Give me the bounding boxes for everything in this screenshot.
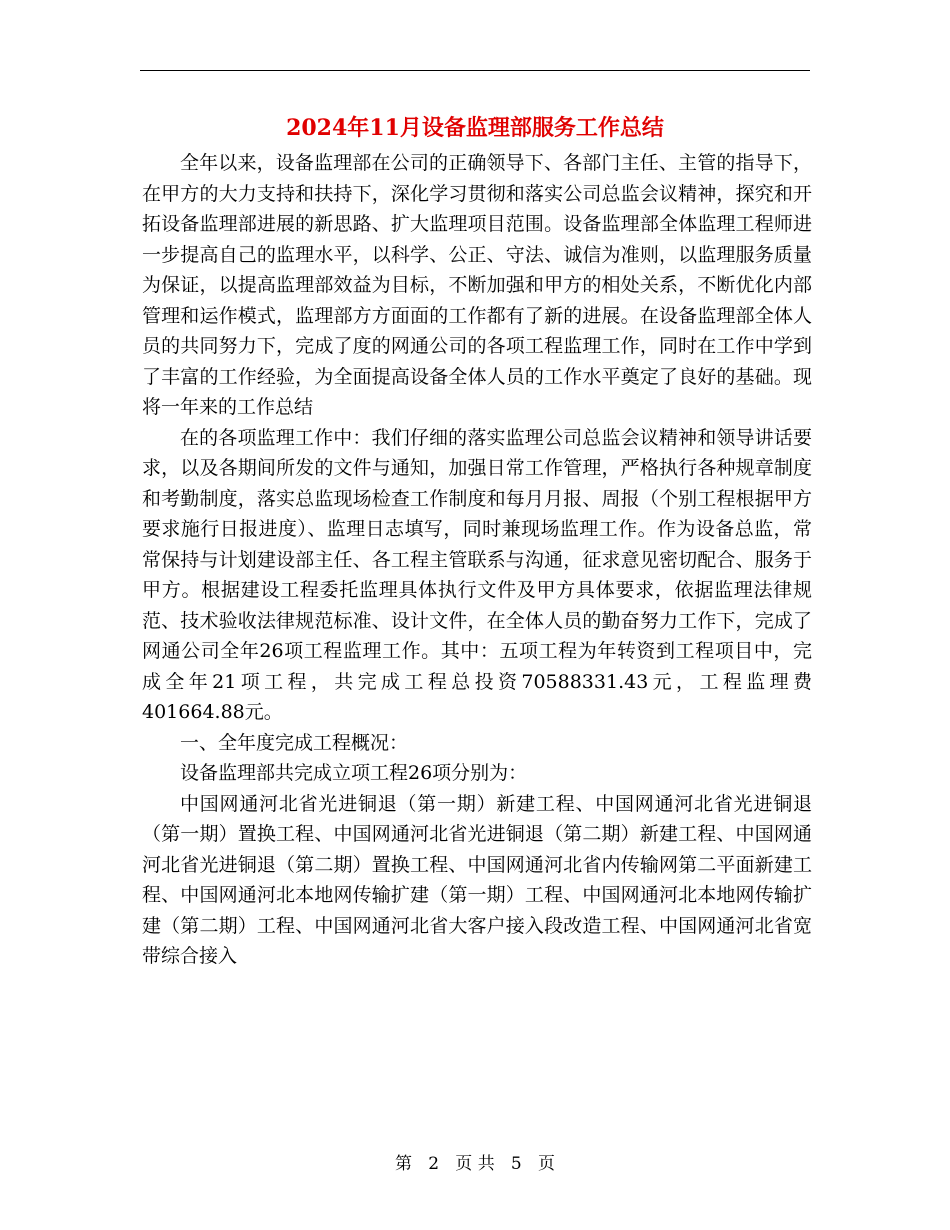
paragraph-intro: 全年以来，设备监理部在公司的正确领导下、各部门主任、主管的指导下，在甲方的大力支持和扶持下，深化学习贯彻和落实公司总监会议精神，探究和开拓设备监理部进展的新思路、扩大监理项目范围。设备监理部全体监理工程师进一步提高自己的监理水平，以科学、公正、守法、诚信为准则，以监理服务质量为保证，以提高监理部效益为目标，不断加强和甲方的相处关系，不断优化内部管理和运作模式，监理部方方面面的工作都有了新的进展。在设备监理部全体人员的共同努力下，完成了度的网通公司的各项工程监理工作，同时在工作中学到了丰富的工作经验，为全面提高设备全体人员的工作水平奠定了良好的基础。现将一年来的工作总结 <box>142 152 812 418</box>
footer-middle: 页 共 <box>455 1154 495 1174</box>
page-footer <box>140 1152 810 1176</box>
footer-suffix: 页 <box>537 1154 555 1174</box>
section-heading-overview: 一、全年度完成工程概况： <box>180 731 409 754</box>
paragraph-work-summary: 在的各项监理工作中：我们仔细的落实监理公司总监会议精神和领导讲话要求，以及各期间所发的文件与通知，加强日常工作管理，严格执行各种规章制度和考勤制度，落实总监现场检查工作制度和每月月报、周报（个别工程根据甲方要求施行日报进度）、监理日志填写，同时兼现场监理工作。作为设备总监，常常保持与计划建设部主任、各工程主管联系与沟通，征求意见密切配合、服务于甲方。根据建设工程委托监理具体执行文件及甲方具体要求，依据监理法律规范、技术验收法律规范标准、设计文件，在全体人员的勤奋努力工作下，完成了网通公司全年26项工程监理工作。其中：五项工程为年转资到工程项目中，完成全年21项工程，共完成工程总投资70588331.43元，工程监理费401664.88元。 <box>142 426 812 723</box>
document-title: 2024年11月设备监理部服务工作总结 <box>286 115 664 141</box>
footer-page-number: 2 <box>428 1154 440 1174</box>
document-body <box>142 148 812 972</box>
header-rule <box>140 70 810 71</box>
footer-prefix: 第 <box>395 1154 413 1174</box>
footer-total-pages: 5 <box>510 1154 522 1174</box>
paragraph-project-list: 中国网通河北省光进铜退（第一期）新建工程、中国网通河北省光进铜退（第一期）置换工程、中国网通河北省光进铜退（第二期）新建工程、中国网通河北省光进铜退（第二期）置换工程、中国网通河北省内传输网第二平面新建工程、中国网通河北本地网传输扩建（第一期）工程、中国网通河北本地网传输扩建（第二期）工程、中国网通河北省大客户接入段改造工程、中国网通河北省宽带综合接入 <box>142 792 812 967</box>
paragraph-project-count: 设备监理部共完成立项工程26项分别为： <box>180 762 528 784</box>
